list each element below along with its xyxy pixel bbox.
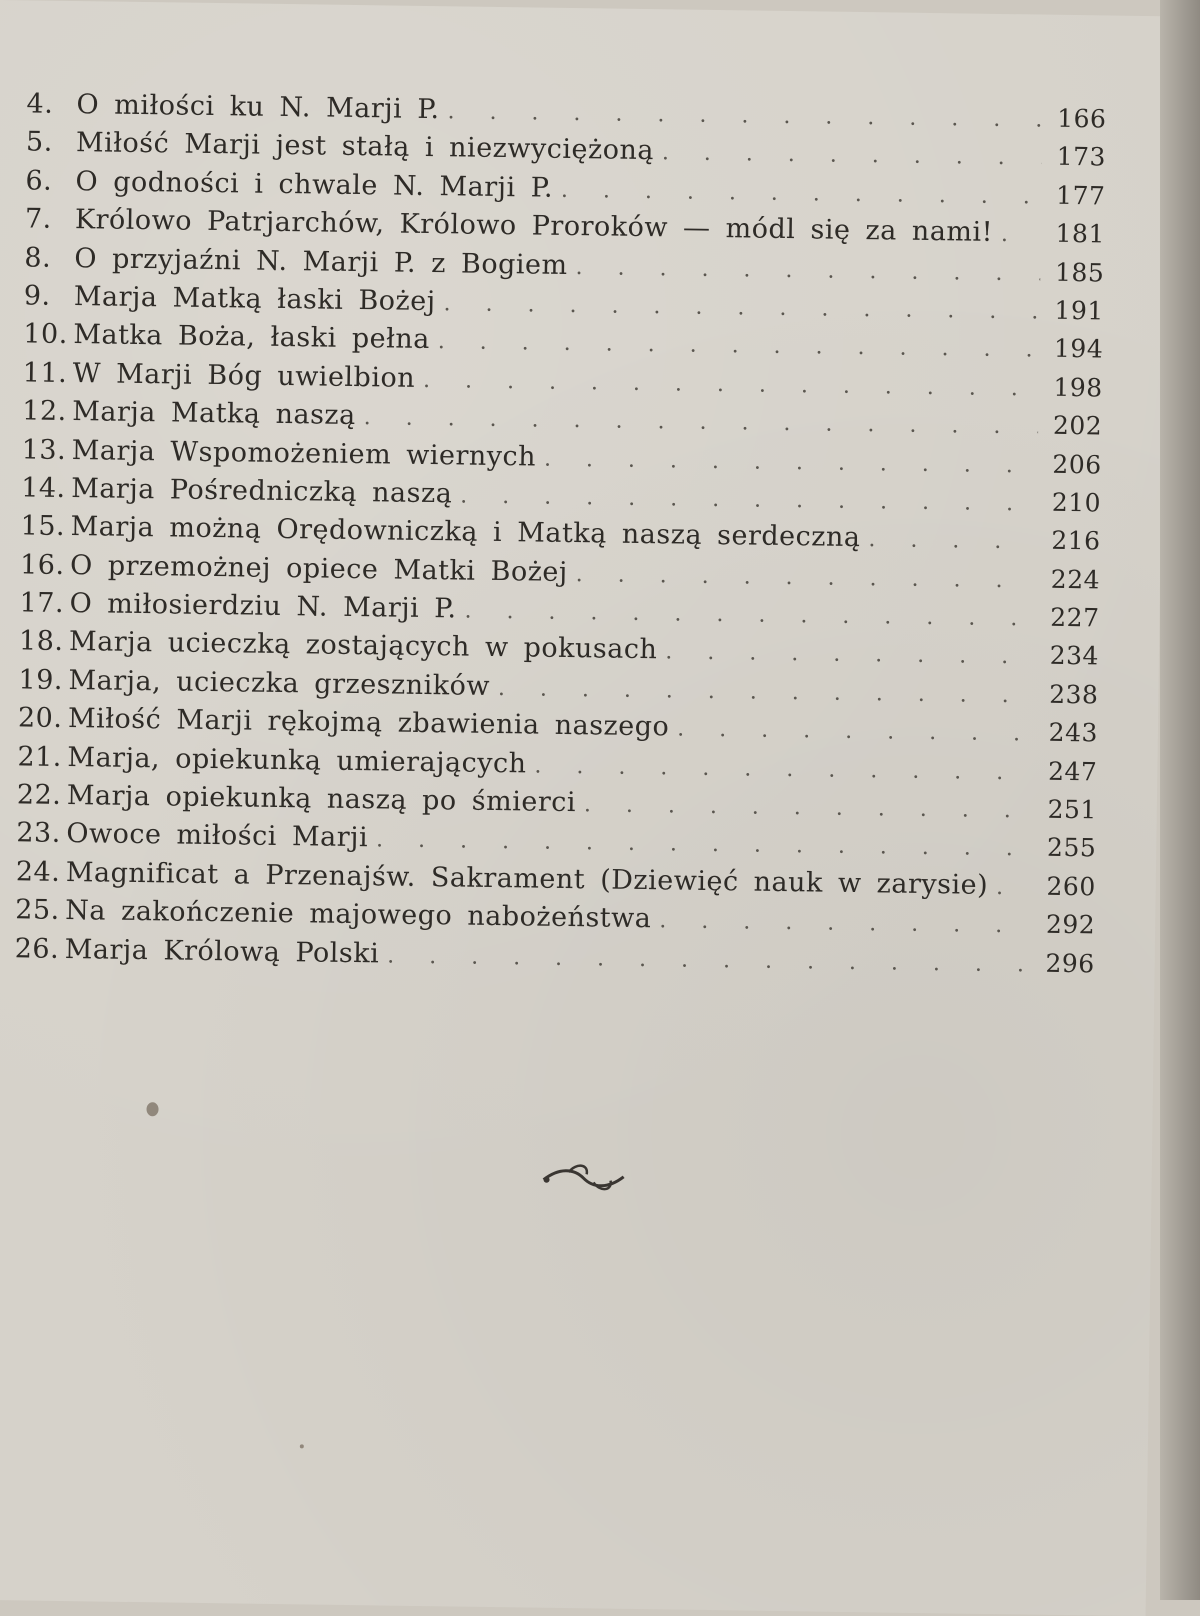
- dot-leader: [584, 792, 1033, 823]
- page-edge: [1160, 0, 1200, 1600]
- entry-title: Magnificat a Przenajśw. Sakrament (Dziewięć nauk w zarysie): [65, 856, 989, 901]
- entry-page-number: 251: [1047, 794, 1098, 825]
- entry-title: Marja możną Orędowniczką i Matką naszą serdeczną: [70, 511, 861, 554]
- entry-number: 20.: [17, 702, 63, 735]
- dot-leader: [1001, 222, 1041, 248]
- entry-title: Marja ucieczką zostających w pokusach: [68, 626, 658, 666]
- entry-number: 26.: [14, 932, 60, 965]
- entry-number: 18.: [18, 625, 64, 658]
- entry-title: Marja Matką łaski Bożej: [73, 281, 436, 318]
- entry-page-number: 166: [1057, 103, 1107, 134]
- dot-leader: [544, 446, 1038, 478]
- entry-number: 23.: [16, 817, 62, 850]
- dot-leader: [460, 483, 1037, 516]
- entry-title: Marja Matką naszą: [72, 396, 356, 432]
- entry-number: 21.: [17, 740, 63, 773]
- entry-page-number: 191: [1054, 295, 1104, 326]
- entry-number: 5.: [25, 126, 53, 159]
- entry-title: W Marji Bóg uwielbion: [72, 357, 416, 394]
- dot-leader: [464, 599, 1035, 632]
- entry-page-number: 292: [1045, 909, 1096, 940]
- entry-page-number: 227: [1050, 602, 1100, 633]
- entry-number: 11.: [22, 357, 68, 389]
- entry-title: Marja, opiekunką umierających: [67, 741, 527, 780]
- entry-number: 24.: [15, 856, 61, 888]
- entry-number: 8.: [24, 241, 52, 274]
- entry-page-number: 238: [1048, 679, 1099, 710]
- entry-title: O przemożnej opiece Matki Bożej: [69, 549, 568, 588]
- dot-leader: [498, 676, 1035, 708]
- dot-leader: [575, 255, 1040, 286]
- entry-page-number: 260: [1046, 871, 1096, 902]
- dot-leader: [659, 908, 1031, 938]
- entry-title: Miłość Marji rękojmą zbawienia naszego: [67, 703, 670, 743]
- dot-leader: [665, 640, 1035, 670]
- dot-leader: [868, 527, 1036, 554]
- entry-page-number: 243: [1048, 717, 1099, 748]
- dot-leader: [376, 828, 1032, 862]
- entry-page-number: 181: [1055, 218, 1106, 249]
- entry-page-number: 177: [1055, 180, 1106, 211]
- entry-page-number: 255: [1046, 833, 1097, 863]
- table-of-contents: [14, 88, 1106, 986]
- entry-page-number: 202: [1052, 410, 1103, 441]
- entry-number: 6.: [25, 165, 53, 197]
- dot-leader: [677, 717, 1034, 747]
- entry-page-number: 185: [1054, 257, 1105, 288]
- entry-title: O miłości ku N. Marji P.: [76, 89, 440, 126]
- entry-page-number: 194: [1053, 334, 1104, 364]
- entry-title: Marja Królową Polski: [64, 933, 380, 969]
- ink-speck: [300, 1444, 304, 1448]
- dot-leader: [443, 291, 1039, 324]
- entry-title: O miłosierdziu N. Marji P.: [69, 588, 457, 625]
- entry-title: O godności i chwale N. Marji P.: [75, 165, 554, 204]
- entry-page-number: 173: [1056, 142, 1107, 172]
- entry-number: 4.: [26, 88, 54, 120]
- entry-number: 22.: [16, 779, 62, 811]
- entry-title: Marja, ucieczka grzeszników: [68, 664, 491, 702]
- entry-title: Miłość Marji jest stałą i niezwyciężoną: [75, 127, 655, 167]
- entry-page-number: 206: [1052, 449, 1102, 479]
- entry-page-number: 210: [1051, 487, 1102, 518]
- dot-leader: [576, 562, 1037, 593]
- entry-page-number: 247: [1047, 756, 1098, 787]
- entry-number: 13.: [21, 433, 67, 466]
- dot-leader: [447, 99, 1042, 132]
- entry-number: 25.: [15, 894, 60, 927]
- ink-stain: [146, 1102, 158, 1116]
- dot-leader: [364, 405, 1039, 439]
- entry-title: Owoce miłości Marji: [66, 818, 369, 854]
- entry-title: Marja Pośredniczką naszą: [70, 472, 453, 510]
- entry-title: Królowo Patrjarchów, Królowo Proroków — módl się za nami!: [74, 204, 994, 249]
- entry-number: 9.: [23, 280, 51, 312]
- entry-number: 17.: [19, 587, 65, 620]
- dot-leader: [662, 141, 1042, 171]
- entry-title: O przyjaźni N. Marji P. z Bogiem: [74, 242, 568, 281]
- entry-number: 12.: [22, 395, 67, 428]
- entry-title: Matka Boża, łaski pełna: [73, 319, 431, 356]
- entry-title: Marja Wspomożeniem wiernych: [71, 434, 537, 473]
- entry-page-number: 224: [1050, 564, 1101, 595]
- dot-leader: [561, 178, 1042, 210]
- entry-page-number: 198: [1053, 372, 1103, 403]
- fleuron-ornament-icon: [538, 1158, 629, 1199]
- entry-number: 15.: [20, 510, 66, 543]
- dot-leader: [423, 368, 1039, 402]
- entry-number: 7.: [24, 203, 52, 235]
- entry-page-number: 216: [1051, 526, 1101, 556]
- dot-leader: [534, 753, 1033, 785]
- entry-page-number: 296: [1045, 948, 1095, 978]
- dot-leader: [996, 875, 1032, 900]
- entry-number: 10.: [23, 318, 69, 351]
- entry-title: Marja opiekunką naszą po śmierci: [66, 780, 577, 819]
- entry-number: 19.: [18, 664, 64, 696]
- entry-title: Na zakończenie majowego nabożeństwa: [65, 895, 652, 935]
- entry-number: 14.: [20, 472, 66, 504]
- dot-leader: [387, 943, 1031, 977]
- dot-leader: [438, 329, 1040, 362]
- entry-page-number: 234: [1049, 641, 1100, 671]
- entry-number: 16.: [19, 549, 65, 581]
